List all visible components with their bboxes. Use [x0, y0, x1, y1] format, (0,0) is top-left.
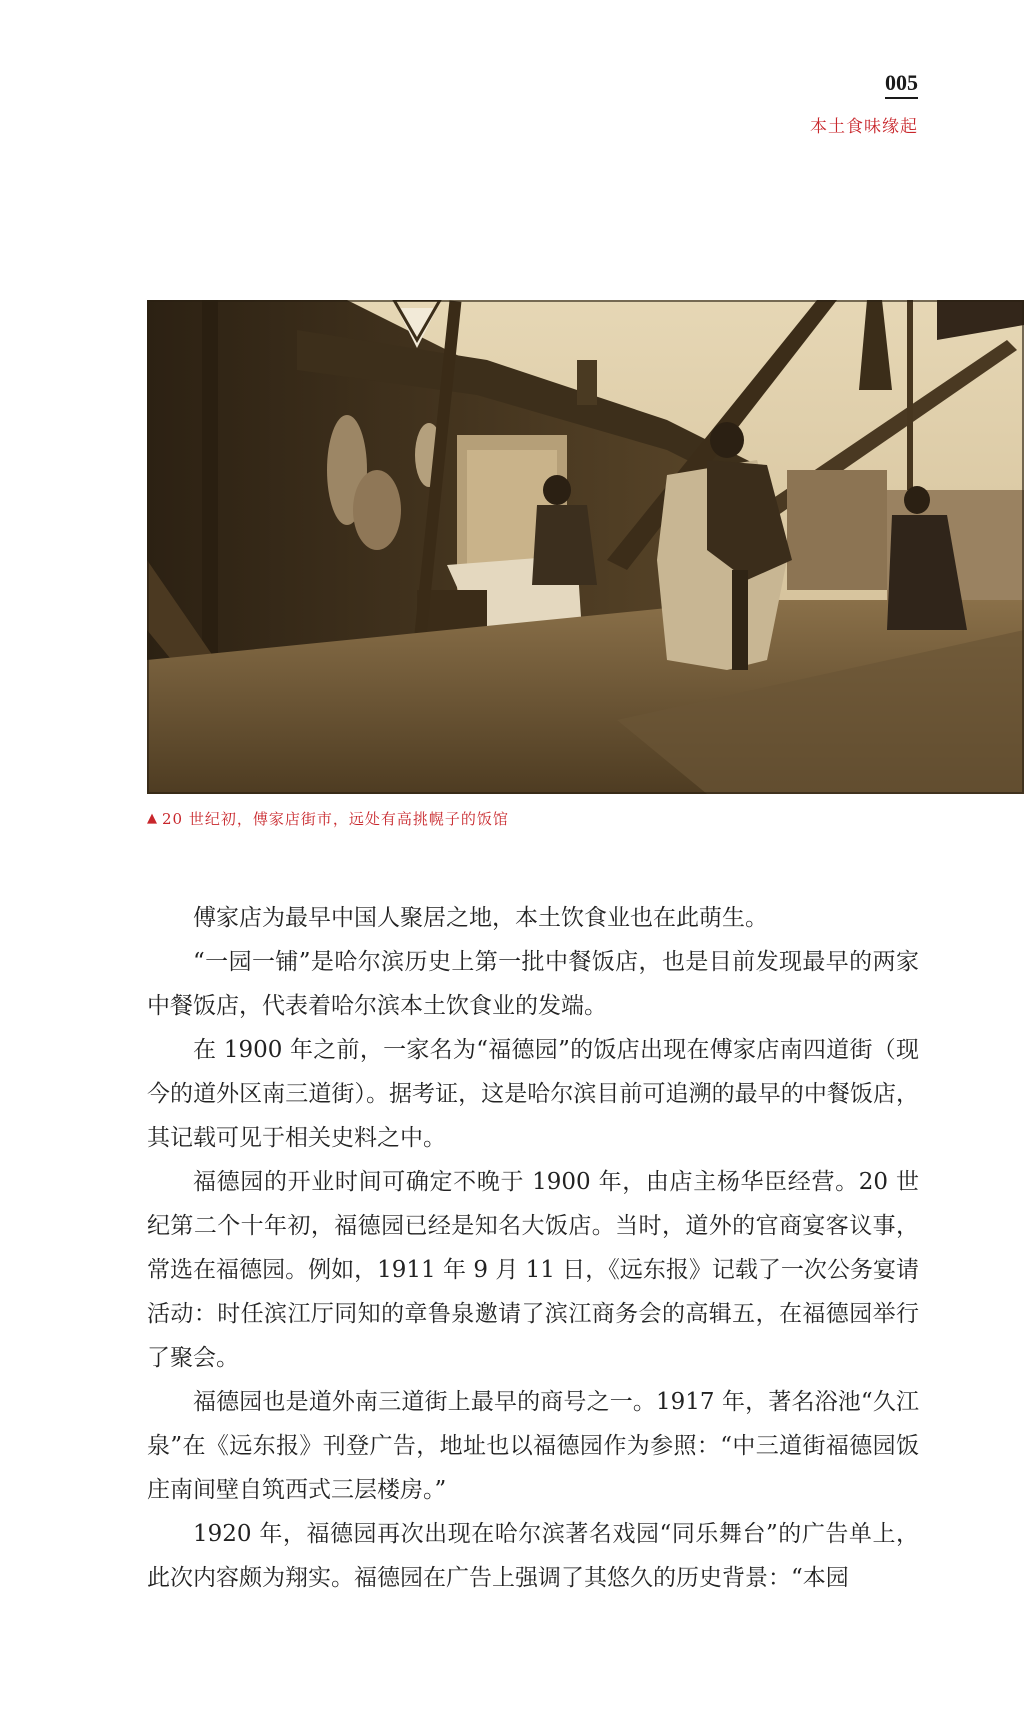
triangle-marker-icon: ▲: [147, 811, 158, 826]
chapter-title: 本土食味缘起: [810, 117, 918, 137]
historical-street-photo: [147, 300, 1024, 794]
paragraph: “一园一铺”是哈尔滨历史上第一批中餐饭店，也是目前发现最早的两家中餐饭店，代表着哈尔滨本土饮食业的发端。: [147, 949, 919, 1019]
paragraph: 傅家店为最早中国人聚居之地，本土饮食业也在此萌生。: [193, 905, 768, 931]
paragraph: 福德园的开业时间可确定不晚于 1900 年，由店主杨华臣经营。20 世纪第二个十年初，福德园已经是知名大饭店。当时，道外的官商宴客议事，常选在福德园。例如，1911 年 9 月 11 日，《远东报》记载了一次公务宴请活动：时任滨江厅同知的章鲁泉邀请了滨江商务会的高辑五，在福德园举行了聚会。: [147, 1169, 919, 1371]
paragraph: 在 1900 年之前，一家名为“福德园”的饭店出现在傅家店南四道街（现今的道外区南三道街）。据考证，这是哈尔滨目前可追溯的最早的中餐饭店，其记载可见于相关史料之中。: [147, 1037, 919, 1151]
photo-caption: [147, 808, 509, 829]
paragraph: 福德园也是道外南三道街上最早的商号之一。1917 年，著名浴池“久江泉”在《远东报》刊登广告，地址也以福德园作为参照：“中三道街福德园饭庄南间壁自筑西式三层楼房。”: [147, 1389, 919, 1503]
caption-text: 20 世纪初，傅家店街市，远处有高挑幌子的饭馆: [162, 810, 509, 828]
article-body: [147, 896, 919, 1600]
paragraph: 1920 年，福德园再次出现在哈尔滨著名戏园“同乐舞台”的广告单上，此次内容颇为翔实。福德园在广告上强调了其悠久的历史背景：“本园: [147, 1521, 919, 1591]
page-number: 005: [885, 70, 918, 99]
